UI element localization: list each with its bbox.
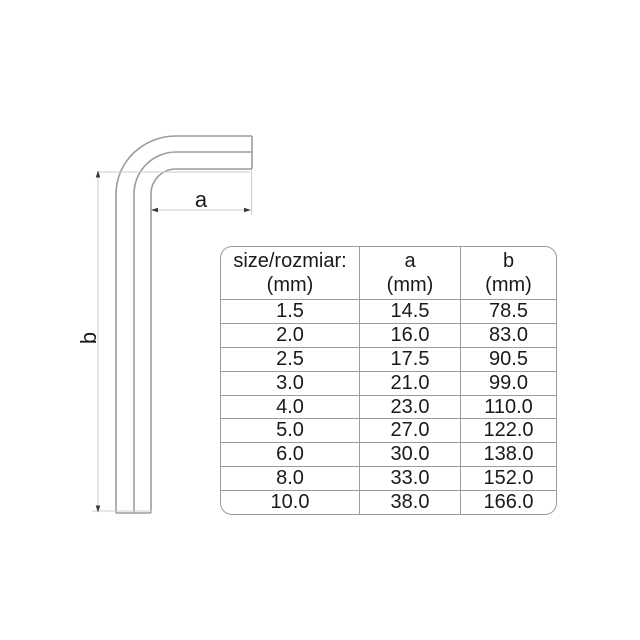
table-cell-size: 6.0 <box>221 442 359 466</box>
table-cell-b: 122.0 <box>460 418 556 442</box>
table-cell-a: 17.5 <box>359 347 460 371</box>
table-cell-size: 2.5 <box>221 347 359 371</box>
dimension-a-arrow-right <box>244 208 251 213</box>
table-cell-b: 110.0 <box>460 395 556 419</box>
dimension-a <box>151 170 252 215</box>
table-cell-b: 99.0 <box>460 371 556 395</box>
table-cell-a: 33.0 <box>359 466 460 490</box>
table-cell-b: 78.5 <box>460 299 556 323</box>
dimension-a-arrow-left <box>151 208 158 213</box>
table-cell-size: 2.0 <box>221 323 359 347</box>
size-table-header-size <box>221 247 359 299</box>
table-cell-a: 38.0 <box>359 490 460 514</box>
size-table <box>220 246 557 515</box>
table-cell-size: 4.0 <box>221 395 359 419</box>
table-cell-b: 138.0 <box>460 442 556 466</box>
table-cell-a: 16.0 <box>359 323 460 347</box>
table-cell-size: 5.0 <box>221 418 359 442</box>
dimension-b-label: b <box>76 331 101 345</box>
table-cell-b: 83.0 <box>460 323 556 347</box>
size-table-header-b <box>460 247 556 299</box>
table-cell-size: 1.5 <box>221 299 359 323</box>
size-table-header-a <box>359 247 460 299</box>
header-b-line2: (mm) <box>485 274 532 296</box>
table-cell-a: 23.0 <box>359 395 460 419</box>
dimension-a-label: a <box>194 187 208 212</box>
header-a-line2: (mm) <box>386 274 434 296</box>
table-cell-size: 3.0 <box>221 371 359 395</box>
table-cell-a: 27.0 <box>359 418 460 442</box>
header-b-line1: b <box>502 250 515 272</box>
table-cell-b: 166.0 <box>460 490 556 514</box>
table-cell-a: 21.0 <box>359 371 460 395</box>
header-size-line2: (mm) <box>266 274 314 296</box>
table-cell-a: 14.5 <box>359 299 460 323</box>
table-cell-b: 90.5 <box>460 347 556 371</box>
table-cell-size: 10.0 <box>221 490 359 514</box>
table-cell-b: 152.0 <box>460 466 556 490</box>
header-a-line1: a <box>404 250 416 272</box>
table-cell-size: 8.0 <box>221 466 359 490</box>
header-size-line1: size/rozmiar: <box>233 250 347 272</box>
table-cell-a: 30.0 <box>359 442 460 466</box>
